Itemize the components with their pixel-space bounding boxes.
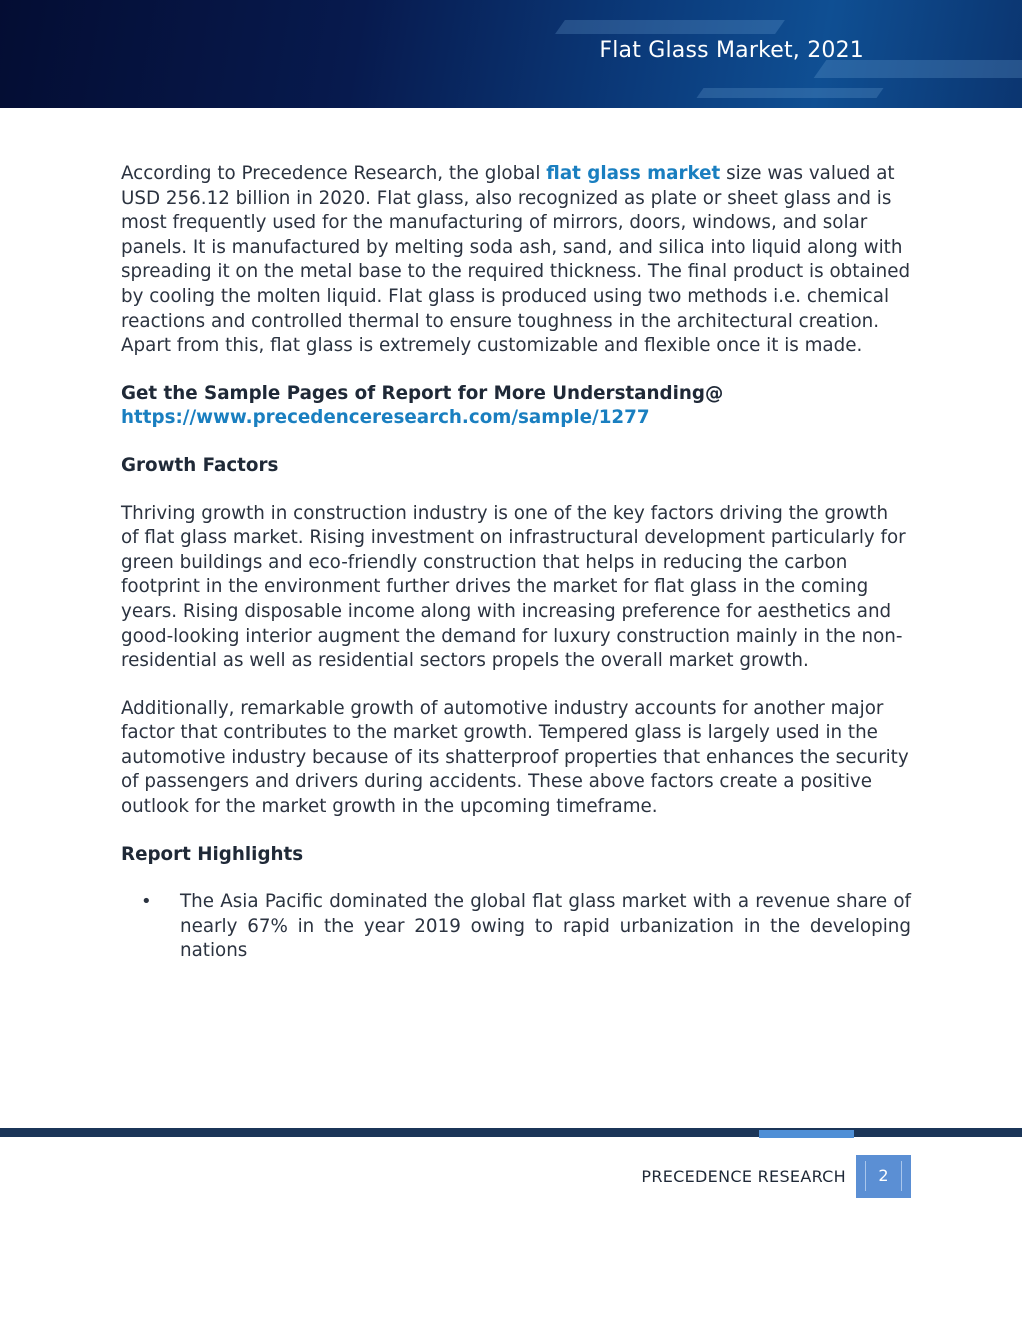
intro-text-before: According to Precedence Research, the global [121,163,547,184]
intro-text-after: size was valued at USD 256.12 billion in 2020. Flat glass, also recognized as plate or sheet glass and is most frequently used for the manufacturing of mirrors, doors, windows, and solar panels. It is manufactured by melting soda ash, sand, and silica into liquid along with spreading it on the metal base to the required thickness. The final product is obtained by cooling the molten liquid. Flat glass is produced using two methods i.e. chemical reactions and controlled thermal to ensure toughness in the architectural creation. Apart from this, flat glass is extremely customizable and flexible once it is made. [121,163,911,357]
page-header [0,0,1022,108]
sample-url-link[interactable]: https://www.precedenceresearch.com/sample/1277 [121,407,650,429]
highlight-text: The Asia Pacific dominated the global flat glass market with a revenue share of nearly 67% in the year 2019 owing to rapid urbanization in the developing nations [180,891,911,962]
header-decoration [696,88,883,98]
footer-accent-bar [759,1130,854,1138]
footer-divider [0,1128,1022,1137]
page-number-badge [856,1155,911,1198]
sample-pages-callout [121,382,911,431]
page-number: 2 [865,1161,902,1191]
flat-glass-market-link[interactable]: flat glass market [546,163,721,184]
growth-paragraph-2: Additionally, remarkable growth of automotive industry accounts for another major factor that contributes to the market growth. Tempered glass is largely used in the automotive industry because of its shatterproof properties that enhances the security of passengers and drivers during accidents. These above factors create a positive outlook for the market growth in the upcoming timeframe. [121,697,909,818]
footer-brand: PRECEDENCE RESEARCH [641,1167,846,1186]
list-item [121,890,911,964]
report-highlights-heading: Report Highlights [121,843,304,865]
page-content [121,162,911,964]
sample-label: Get the Sample Pages of Report for More Understanding@ [121,382,724,404]
growth-factors-heading: Growth Factors [121,454,279,476]
bullet-icon: • [141,891,152,913]
growth-paragraph-1: Thriving growth in construction industry is one of the key factors driving the growth of flat glass market. Rising investment on infrastructural development particularly for green buildings and eco-friendly construction that helps in reducing the carbon footprint in the environment further drives the market for flat glass in the coming years. Rising disposable income along with increasing preference for aesthetics and good-looking interior augment the demand for luxury construction mainly in the non-residential as well as residential sectors propels the overall market growth. [121,502,906,672]
document-title: Flat Glass Market, 2021 [599,38,864,63]
intro-paragraph [121,162,911,359]
highlights-list [121,890,911,964]
header-decoration [555,20,785,34]
